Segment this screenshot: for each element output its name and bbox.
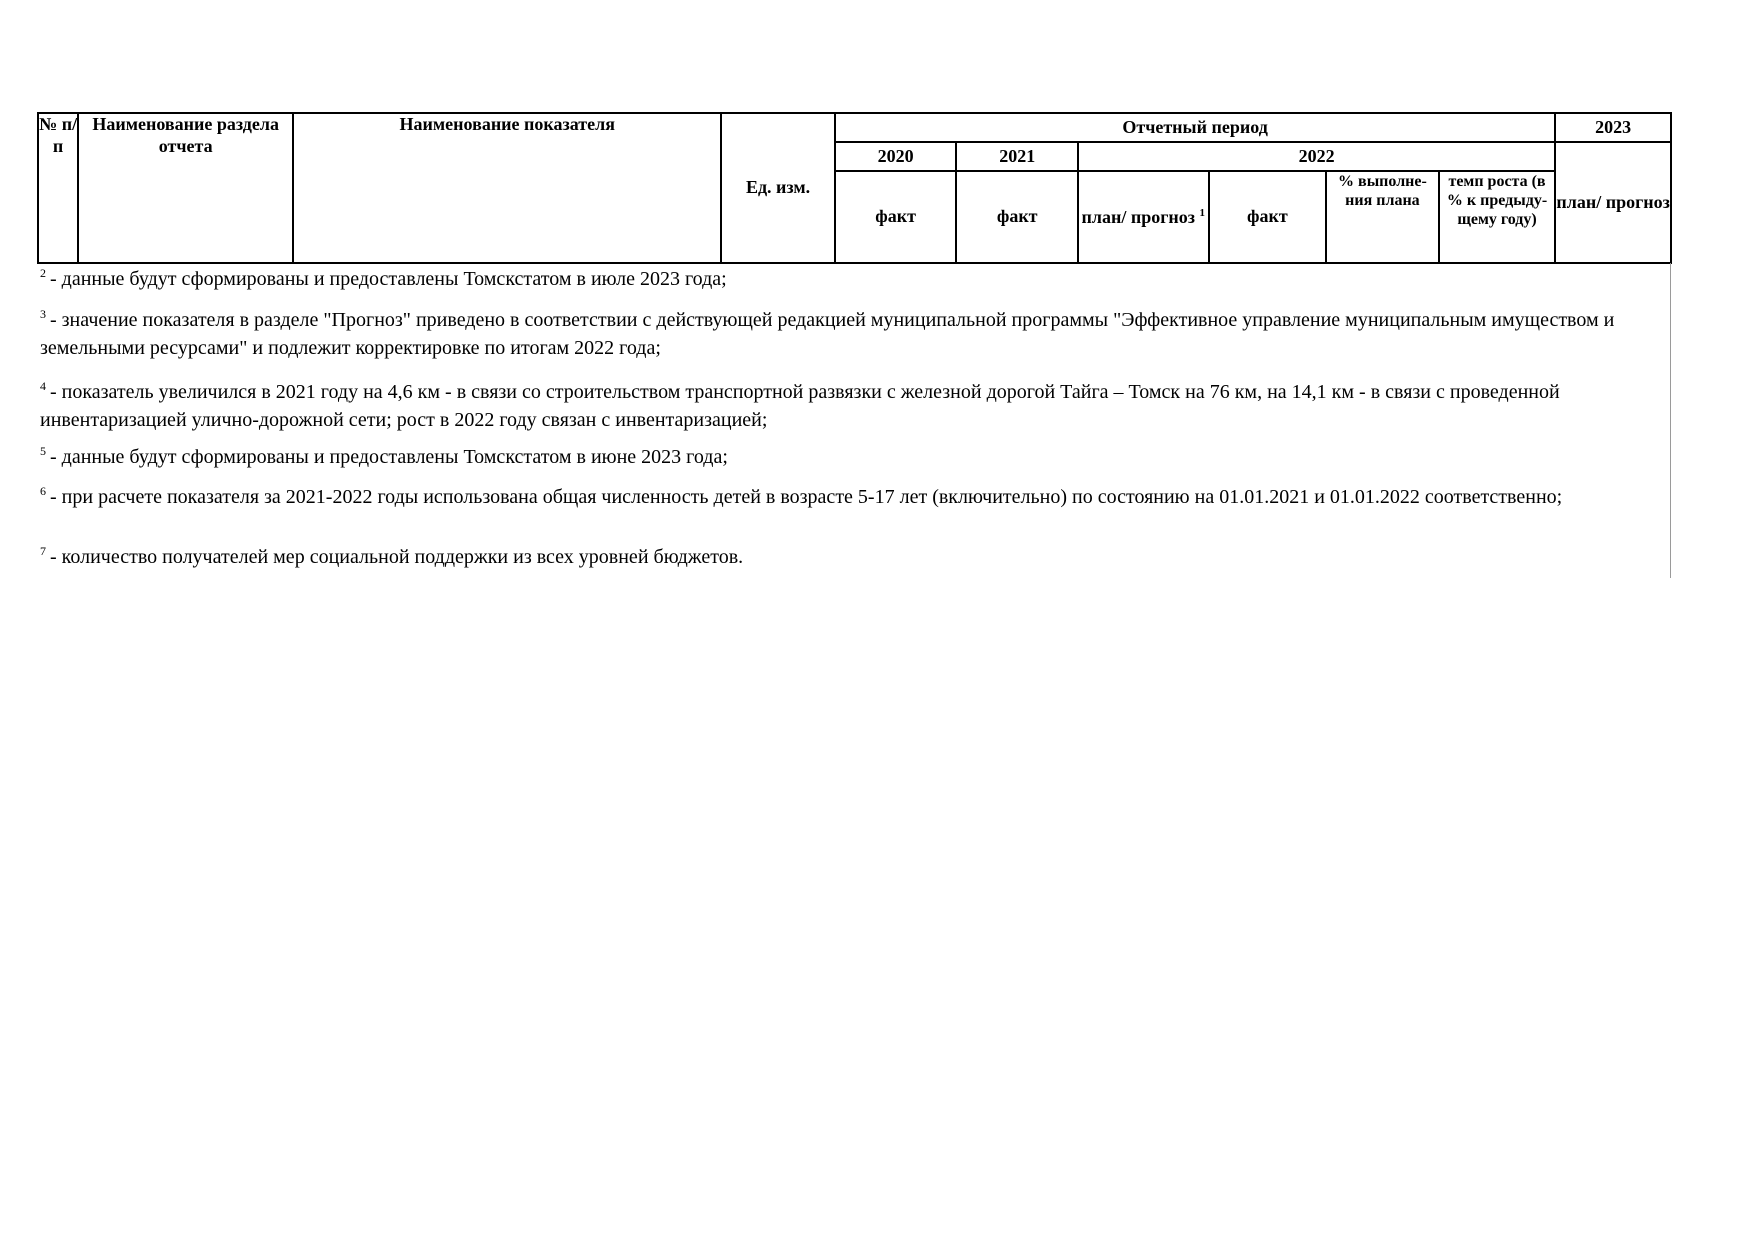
footnote-3 xyxy=(40,306,1640,362)
footnote-number: 6 xyxy=(40,484,46,498)
col-section-header: Наименование раздела отчета xyxy=(78,113,293,263)
footnote-4 xyxy=(40,378,1640,434)
growth-rate-header: темп роста (в % к предыду-щему году) xyxy=(1439,171,1556,263)
footnote-text: - значение показателя в разделе "Прогноз" приведено в соответствии с действующей редакцией муниципальной программы "Эффективное управление муниципальным имуществом и земельными ресурсами" и подлежит корректировке по итогам 2022 года; xyxy=(40,309,1615,359)
year-2020-header: 2020 xyxy=(835,142,957,171)
indicators-table-header xyxy=(37,112,1672,264)
footnote-6 xyxy=(40,483,1640,511)
footnote-text: - данные будут сформированы и предоставлены Томскстатом в июне 2023 года; xyxy=(50,446,728,468)
footnotes-area xyxy=(40,263,1671,578)
plan-forecast-2022-header xyxy=(1078,171,1209,263)
footnote-number: 5 xyxy=(40,444,46,458)
footnote-number: 2 xyxy=(40,266,46,280)
col-indicator-header: Наименование показателя xyxy=(293,113,721,263)
fact-2020-header: факт xyxy=(835,171,957,263)
plan-forecast-2023-header: план/ прогноз xyxy=(1555,142,1671,263)
footnote-text: - количество получателей мер социальной поддержки из всех уровней бюджетов. xyxy=(50,546,744,568)
footnote-text: - показатель увеличился в 2021 году на 4,6 км - в связи со строительством транспортной развязки с железной дорогой Тайга – Томск на 76 км, на 14,1 км - в связи с проведенной инвентаризацией улично-дорожной сети; рост в 2022 году связан с инвентаризацией; xyxy=(40,381,1560,431)
footnote-number: 4 xyxy=(40,379,46,393)
year-2022-header: 2022 xyxy=(1078,142,1555,171)
year-2021-header: 2021 xyxy=(956,142,1078,171)
footnote-number: 7 xyxy=(40,544,46,558)
fact-2021-header: факт xyxy=(956,171,1078,263)
footnote-number: 3 xyxy=(40,307,46,321)
footnote-text: - данные будут сформированы и предоставлены Томскстатом в июле 2023 года; xyxy=(50,268,727,290)
footnote-7 xyxy=(40,543,1640,571)
footnote-2 xyxy=(40,265,1640,293)
col-unit-header: Ед. изм. xyxy=(721,113,835,263)
reporting-period-header: Отчетный период xyxy=(835,113,1556,142)
footnote-text: - при расчете показателя за 2021-2022 годы использована общая численность детей в возрасте 5-17 лет (включительно) по состоянию на 01.01.2021 и 01.01.2022 соответственно; xyxy=(50,486,1563,508)
footnote-5 xyxy=(40,443,1640,471)
year-2023-header: 2023 xyxy=(1555,113,1671,142)
fact-2022-header: факт xyxy=(1209,171,1327,263)
plan-forecast-2022-label: план/ прогноз xyxy=(1081,206,1196,227)
plan-forecast-2022-footnote-ref: 1 xyxy=(1199,206,1206,219)
pct-plan-header: % выполне-ния плана xyxy=(1326,171,1439,263)
col-num-header: № п/п xyxy=(38,113,78,263)
